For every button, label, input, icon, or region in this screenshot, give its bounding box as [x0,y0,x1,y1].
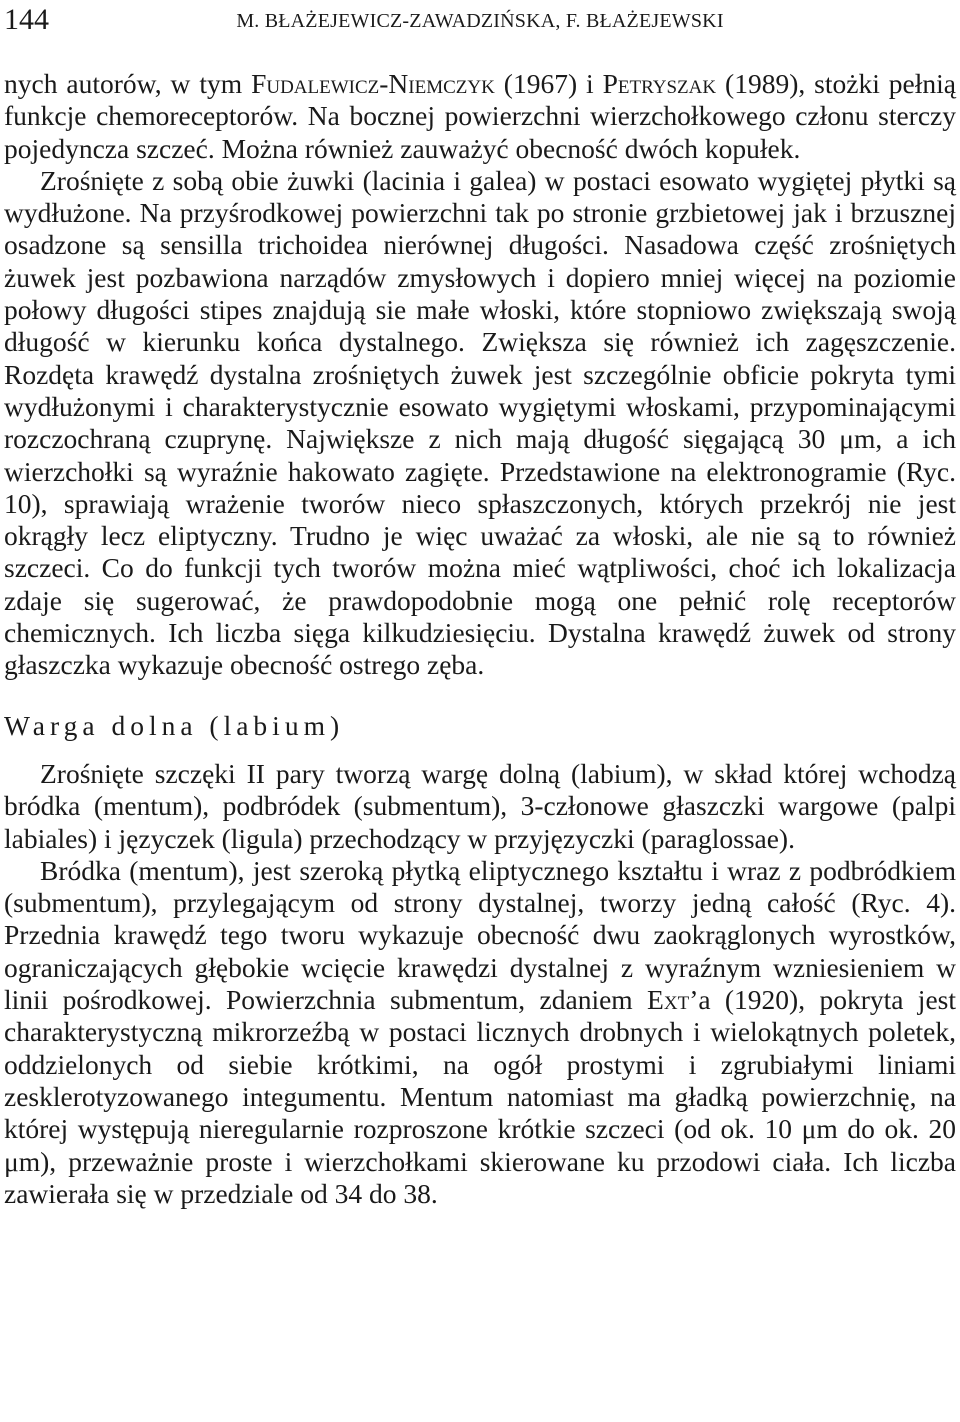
text-segment: (1967) i [494,68,603,99]
text-segment: Bródka (mentum), jest szeroką płytką eliptycznego kształtu i wraz z podbródkiem (submentum), przylegającym od strony dystalnej, tworzy jedną całość (Ryc. 4). Przednia krawędź tego tworu wykazuje obecność dwu zaokrąglonych wyrostków, ograniczających głębokie wcięcie krawędzi dystalnej z wyraźnym wzniesieniem w linii pośrodkowej. Powierzchnia submentum, zdaniem [4,854,956,1016]
paragraph: Zrośnięte z sobą obie żuwki (lacinia i galea) w postaci esowato wygiętej płytki są wydłużone. Na przyśrodkowej powierzchni tak po stronie grzbietowej jak i brzusznej osadzone są sensilla trichoidea nierównej długości. Nasadowa część zrośniętych żuwek jest pozbawiona narządów zmysłowych i dopiero mniej więcej na poziomie połowy długości stipes znajdują sie małe włoski, które stopniowo zwiększają swoją długość w kierunku końca dystalnego. Zwiększa się również ich zagęszczenie. Rozdęta krawędź dystalna zrośniętych żuwek jest szczególnie obficie pokryta tymi wydłużonymi i charakterystycznie esowato wygiętymi włoskami, przypominającymi rozczochraną czuprynę. Największe z nich mają długość sięgającą 30 μm, a ich wierzchołki są wyraźnie hakowato zagięte. Przedstawione na elektronogramie (Ryc. 10), sprawiają wrażenie tworów nieco spłaszczonych, których przekrój nie jest okrągły lecz eliptyczny. Trudno je więc uważać za włoski, ale nie są to również szczeci. Co do funkcji tych tworów można mieć wątpliwości, choć ich lokalizacja zdaje się sugerować, że prawdopodobnie mogą one pełnić rolę receptorów chemicznych. Ich liczba sięga kilkudziesięciu. Dystalna krawędź żuwek od strony głaszczka wykazuje obecność ostrego zęba. [4,164,956,681]
author-citation: Petryszak [602,68,717,99]
text-segment: ’a (1920), pokryta jest charakterystyczną mikrorzeźbą w postaci licznych drobnych i wielokątnych poletek, oddzielonych od siebie krótkimi, na ogół prostymi i zgrubiałymi liniami zesklerotyzowanego integumentu. Mentum natomiast ma gładką powierzchnię, na której występują nieregularnie rozproszone krótkie szczeci (od ok. 10 μm do ok. 20 μm), przeważnie proste i wierzchołkami skierowane ku przodowi ciała. Ich liczba zawierała się w przedziale od 34 do 38. [4,984,956,1209]
page-number: 144 [4,3,49,36]
author-citation: Fudalewicz-Niemczyk [251,68,495,99]
paragraph: Zrośnięte szczęki II pary tworzą wargę dolną (labium), w skład której wchodzą bródka (mentum), podbródek (submentum), 3-członowe głaszczki wargowe (palpi labiales) i języczek (ligula) przechodzący w przyjęzyczki (paraglossae). [4,757,956,854]
paragraph-continued [4,68,956,165]
author-citation: Ext [647,984,690,1016]
paragraph [4,855,956,1210]
running-head [4,2,956,42]
section-heading: Warga dolna (labium) [4,709,345,741]
text-segment: (1989), stożki pełnią funkcje chemoreceptorów. Na bocznej powierzchni wierzchołkowego członu sterczy pojedyncza szczeć. Można również zauważyć obecność dwóch kopułek. [4,68,956,164]
body-text [4,68,956,1210]
running-head-authors: M. BŁAŻEJEWICZ-ZAWADZIŃSKA, F. BŁAŻEJEWSKI [236,10,724,32]
text-segment: nych autorów, w tym [4,68,252,99]
